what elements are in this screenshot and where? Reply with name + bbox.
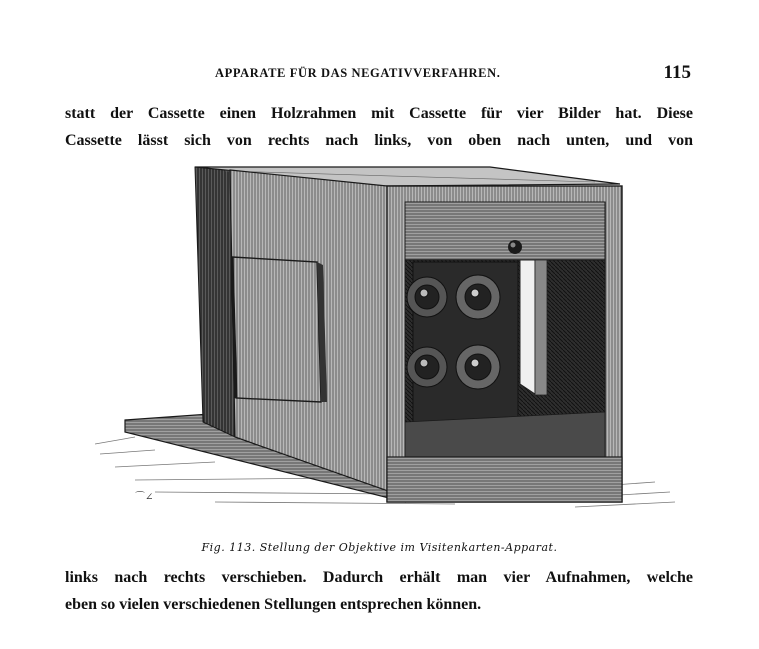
lens [456,345,500,389]
running-head: APPARATE FÜR DAS NEGATIVVERFAHREN. [215,66,501,80]
lens [407,277,447,317]
knob [508,240,522,254]
paragraph-top [65,100,693,154]
front-lip [387,457,622,502]
paragraph-line: statt der Cassette einen Holzrahmen mit Cassette für vier Bilder hat. Diese [65,105,693,122]
figure-caption: Fig. 113. Stellung der Objektive im Visitenkarten-Apparat. [201,541,558,554]
rear-strip [195,167,235,437]
page-number: 115 [663,62,691,83]
paragraph-bottom [65,564,693,618]
page-header [215,62,691,86]
side-door [232,257,321,402]
svg-text:⌒∠: ⌒∠ [135,492,154,503]
lens [456,275,500,319]
lens [407,347,447,387]
paragraph-line: Cassette lässt sich von rechts nach links, von oben nach unten, und von [65,132,693,149]
partition [520,260,535,394]
camera-engraving [95,162,680,517]
top-rail [405,202,605,260]
paragraph-line: eben so vielen verschiedenen Stellungen entsprechen können. [65,596,482,613]
paragraph-line: links nach rechts verschieben. Dadurch erhält man vier Aufnahmen, welche [65,569,693,586]
